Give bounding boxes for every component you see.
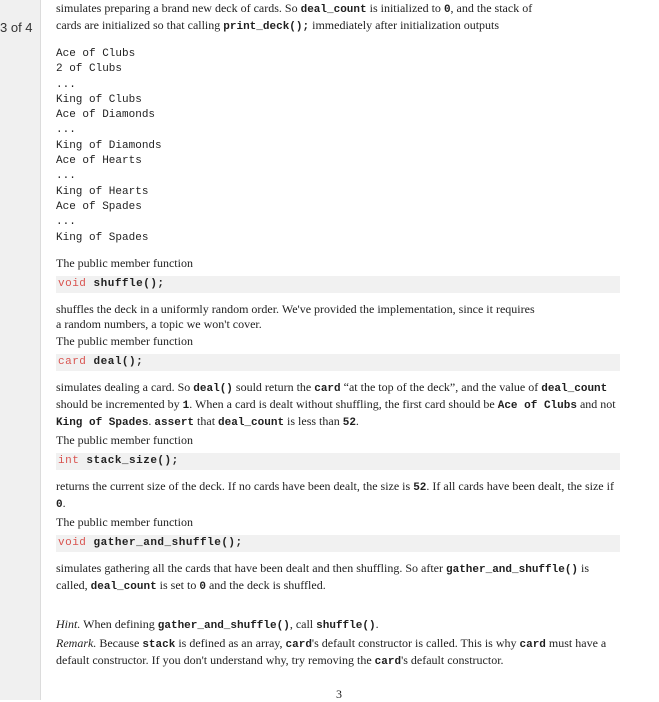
stack-size-description	[56, 479, 622, 513]
inline-code: shuffle()	[316, 619, 376, 632]
function-name: stack_size();	[86, 454, 179, 467]
hint-paragraph	[56, 617, 622, 634]
inline-code: stack	[142, 638, 176, 651]
text-span: and the deck is shuffled.	[205, 577, 326, 592]
text-span: must have a default constructor. If you don't understand why, try removing the	[56, 635, 607, 667]
text-span: .	[375, 616, 379, 631]
text-span: cards are initialized so that calling	[56, 18, 224, 32]
text-span: is called,	[56, 560, 590, 592]
inline-code: card	[374, 655, 402, 668]
text-span: . If all cards have been dealt, the size if	[426, 478, 614, 493]
inline-code: deal_count	[90, 580, 157, 593]
inline-code: King of Spades	[56, 416, 149, 429]
inline-code: gather_and_shuffle()	[157, 619, 290, 632]
inline-code: deal_count	[541, 382, 608, 395]
text-span: .	[355, 413, 359, 428]
text-span: .	[62, 495, 66, 510]
text-span: , and the stack of	[450, 1, 533, 15]
inline-code: card	[314, 382, 341, 395]
shuffle-description	[56, 302, 622, 332]
output-line: Ace of Clubs	[56, 48, 136, 60]
stack-size-signature	[56, 453, 620, 470]
previous-page-strip	[0, 0, 41, 700]
output-line: ...	[56, 216, 76, 229]
output-line: King of Hearts	[56, 185, 149, 198]
function-name: shuffle();	[93, 277, 165, 290]
text-span: is defined as an array,	[175, 635, 286, 650]
output-line: ...	[56, 170, 76, 183]
deal-description	[56, 380, 622, 431]
function-name: deal();	[93, 355, 144, 368]
output-line: Ace of Spades	[56, 200, 142, 213]
text-span: simulates dealing a card. So	[56, 379, 194, 394]
text-span: . When a card is dealt without shuffling, the first card should be	[189, 396, 498, 411]
member-label: The public member function	[56, 255, 193, 270]
inline-code: card	[519, 638, 546, 651]
output-line: King of Diamonds	[56, 139, 162, 152]
inline-code: deal_count	[218, 416, 285, 429]
remark-label: Remark.	[56, 635, 97, 650]
text-span: a random numbers, a topic we won't cover.	[56, 316, 262, 331]
text-span: “at the top of the deck”, and the value of	[340, 379, 542, 394]
inline-code: 0	[443, 4, 451, 16]
text-span: is initialized to	[366, 1, 444, 15]
gather-description	[56, 561, 622, 595]
inline-code: deal_count	[300, 4, 367, 16]
output-line: ...	[56, 124, 76, 137]
member-label: The public member function	[56, 333, 193, 348]
text-span: .	[148, 413, 155, 428]
member-label: The public member function	[56, 432, 193, 447]
text-span: and not	[576, 396, 616, 411]
hint-label: Hint.	[56, 616, 81, 631]
member-label: The public member function	[56, 514, 193, 529]
inline-code: assert	[154, 416, 195, 429]
gather-signature	[56, 535, 620, 552]
return-type: void	[58, 277, 87, 290]
shuffle-signature	[56, 276, 620, 293]
return-type: void	[58, 536, 87, 549]
inline-code: gather_and_shuffle()	[446, 563, 579, 576]
inline-code: 0	[56, 498, 63, 511]
page-content	[56, 0, 622, 701]
text-span: simulates gathering all the cards that have been dealt and then shuffling. So after	[56, 560, 446, 575]
deck-output-listing	[56, 47, 622, 246]
text-span: is less than	[284, 413, 343, 428]
text-span: should be incremented by	[56, 396, 183, 411]
inline-code: 1	[182, 399, 190, 412]
output-line: Ace of Hearts	[56, 155, 142, 168]
text-span: 's default constructor is called. This is why	[311, 635, 520, 650]
text-span: immediately after initialization outputs	[309, 18, 500, 32]
text-span: simulates preparing a brand new deck of cards. So	[56, 1, 301, 15]
page-indicator: 3 of 4	[0, 20, 33, 35]
return-type: card	[58, 355, 87, 368]
inline-code: print_deck();	[223, 21, 310, 33]
text-span: is set to	[156, 577, 200, 592]
text-span: that	[194, 413, 219, 428]
text-span: , call	[289, 616, 317, 631]
output-line: Ace of Diamonds	[56, 109, 156, 122]
return-type: int	[58, 454, 80, 467]
deal-signature	[56, 354, 620, 371]
inline-code: 52	[413, 481, 427, 494]
text-span: shuffles the deck in a uniformly random order. We've provided the implementation, since it requires	[56, 301, 535, 316]
intro-paragraph	[56, 1, 622, 35]
text-span: sould return the	[232, 379, 315, 394]
inline-code: 0	[199, 580, 206, 593]
text-span: When defining	[80, 616, 158, 631]
remark-paragraph	[56, 636, 622, 670]
inline-code: 52	[342, 416, 356, 429]
inline-code: card	[285, 638, 312, 651]
function-name: gather_and_shuffle();	[93, 536, 243, 549]
text-span: 's default constructor.	[401, 652, 504, 667]
output-line: King of Spades	[56, 231, 149, 244]
text-span: Because	[96, 635, 143, 650]
inline-code: Ace of Clubs	[497, 399, 577, 412]
inline-code: deal()	[193, 382, 233, 395]
text-span: returns the current size of the deck. If no cards have been dealt, the size is	[56, 478, 414, 493]
output-line: 2 of Clubs	[56, 63, 123, 76]
output-line: ...	[56, 78, 76, 91]
page-number: 3	[336, 687, 342, 701]
output-line: King of Clubs	[56, 93, 142, 106]
document-page	[42, 0, 659, 700]
